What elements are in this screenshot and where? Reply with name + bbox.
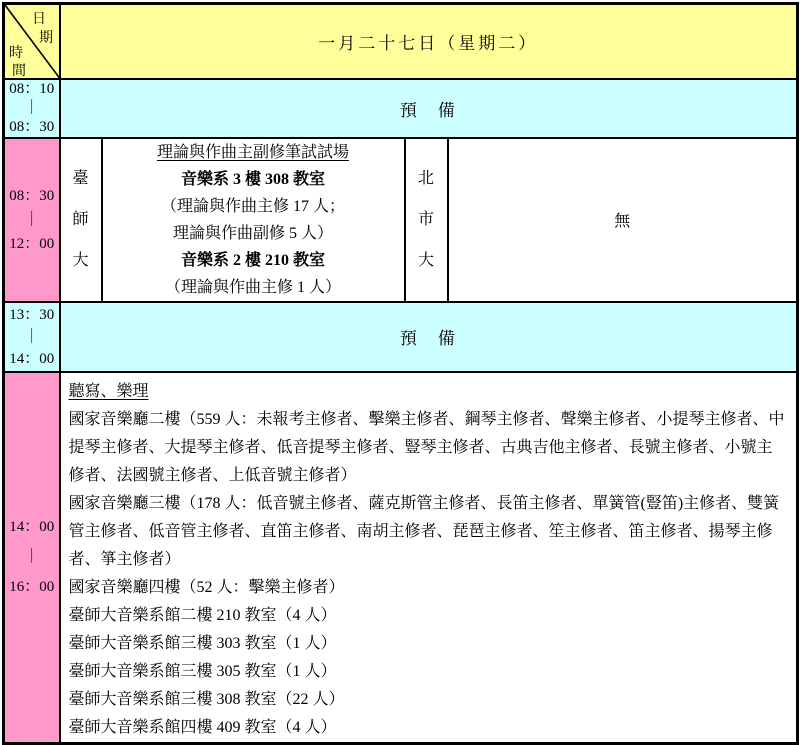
corner-time-char-2: 間 <box>12 64 26 79</box>
time-end: 08：30 <box>9 118 55 135</box>
prep-row-2 <box>4 302 798 372</box>
time-start: 14：00 <box>9 519 55 535</box>
time-cell-1400-1600 <box>4 372 60 744</box>
prep-row-1 <box>4 79 798 138</box>
exam-room-1-note-2: 理論與作曲副修 5 人） <box>172 224 333 242</box>
venue-line: 臺師大音樂系館四樓 409 教室（4 人） <box>68 718 337 736</box>
venue-line: 國家音樂廳四樓（52 人：擊樂主修者） <box>68 578 345 596</box>
date-header-cell: 一月二十七日（星期二） <box>60 4 798 79</box>
school-char: 師 <box>72 211 89 228</box>
school-char: 大 <box>417 252 434 269</box>
school-char: 大 <box>72 252 89 269</box>
listening-title: 聽寫、樂理 <box>68 382 149 400</box>
time-cell-1330-1400 <box>4 302 60 372</box>
exam-schedule-table <box>2 2 799 745</box>
exam-room-2: 音樂系 2 樓 210 教室 <box>180 251 325 269</box>
venue-line: 國家音樂廳二樓（559 人：未報考主修者、擊樂主修者、鋼琴主修者、聲樂主修者、小提琴主修者、中提琴主修者、大提琴主修者、低音提琴主修者、豎琴主修者、古典吉他主修者、長號主修者、小號主修者、法國號主修者、上低音號主修者） <box>68 410 785 484</box>
time-start: 08：30 <box>9 187 55 204</box>
header-row <box>4 4 798 79</box>
time-separator: ｜ <box>24 549 40 565</box>
corner-time-char-1: 時 <box>9 46 23 61</box>
school-right-cell-utaipei <box>405 138 448 302</box>
exam-room-2-note: （理論與作曲主修 1 人） <box>164 278 341 296</box>
exam-venue-cell <box>102 138 405 302</box>
no-exam-cell: 無 <box>448 138 798 302</box>
school-char: 臺 <box>72 170 89 187</box>
time-start: 13：30 <box>9 306 55 323</box>
listening-row <box>4 372 798 744</box>
school-left-cell-ntnu <box>60 138 102 302</box>
time-separator: ｜ <box>24 328 40 345</box>
listening-content-cell <box>60 372 798 744</box>
time-start: 08：10 <box>9 80 55 97</box>
time-separator: ｜ <box>24 211 40 228</box>
time-cell-0830-1200 <box>4 138 60 302</box>
prepare-label-cell-2: 預 備 <box>60 302 798 372</box>
school-char: 市 <box>417 211 434 228</box>
exam-row <box>4 138 798 302</box>
time-end: 12：00 <box>9 235 55 252</box>
prepare-label-cell-1: 預 備 <box>60 79 798 138</box>
time-end: 16：00 <box>9 579 55 595</box>
exam-venue-title: 理論與作曲主副修筆試試場 <box>156 143 349 161</box>
corner-date-char-2: 期 <box>39 31 53 46</box>
date-time-corner-cell <box>4 4 60 79</box>
venue-line: 臺師大音樂系館三樓 303 教室（1 人） <box>68 634 337 652</box>
venue-line: 國家音樂廳三樓（178 人：低音號主修者、薩克斯管主修者、長笛主修者、單簧管(豎笛)主修者、雙簧管主修者、低音管主修者、直笛主修者、南胡主修者、琵琶主修者、笙主修者、笛主修者、揚琴主修者、箏主修者） <box>68 494 780 568</box>
school-char: 北 <box>417 170 434 187</box>
time-separator: ｜ <box>24 99 40 116</box>
time-end: 14：00 <box>9 350 55 367</box>
venue-line: 臺師大音樂系館二樓 210 教室（4 人） <box>68 606 337 624</box>
exam-room-1: 音樂系 3 樓 308 教室 <box>180 170 325 188</box>
venue-line: 臺師大音樂系館三樓 308 教室（22 人） <box>68 690 345 708</box>
exam-room-1-note-1: （理論與作曲主修 17 人； <box>160 197 345 215</box>
venue-line: 臺師大音樂系館三樓 305 教室（1 人） <box>68 662 337 680</box>
time-cell-0810-0830 <box>4 79 60 138</box>
corner-date-char-1: 日 <box>32 12 46 27</box>
